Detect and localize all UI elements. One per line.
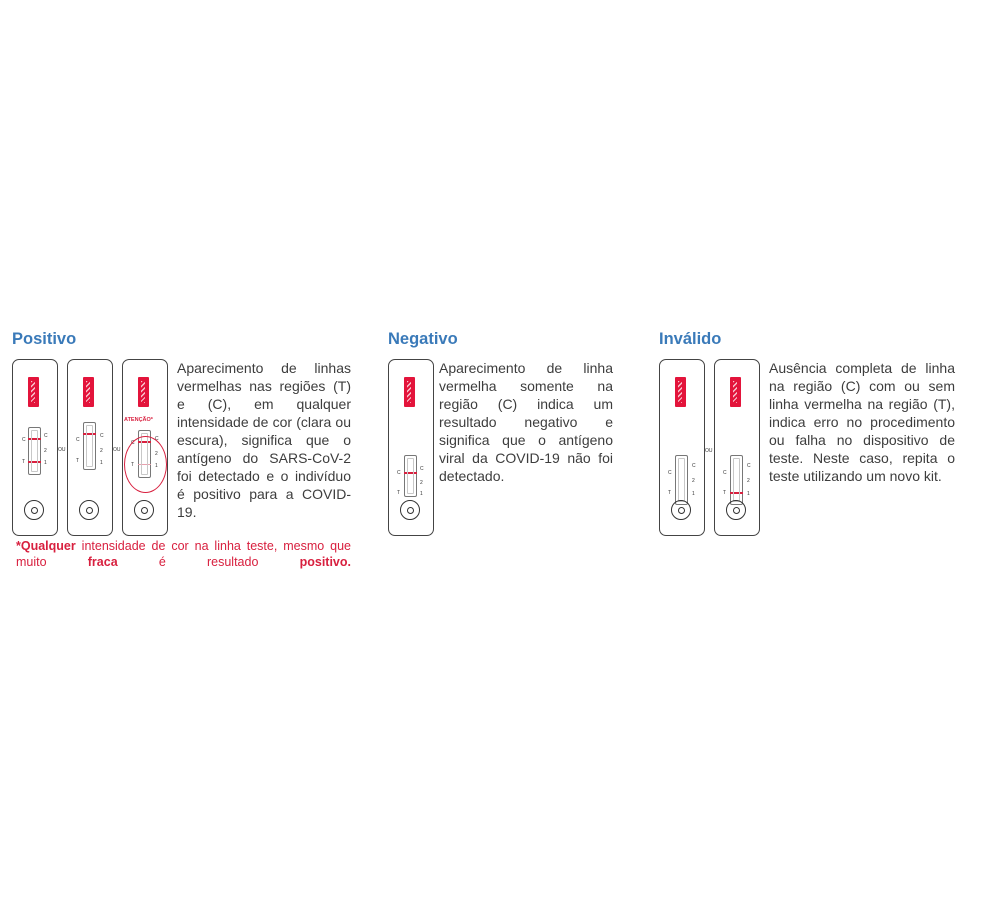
note-asterisk: *: [16, 539, 21, 553]
title-negativo: Negativo: [388, 330, 458, 348]
label-t-left: T: [76, 458, 80, 464]
ou-label-1: OU: [58, 447, 66, 453]
label-t-left: T: [668, 490, 672, 496]
description-positivo: Aparecimento de linhas vermelhas nas regiões (T) e (C), em qualquer intensidade de cor (clara ou escura), significa que o antígeno do SARS-CoV-2 foi detectado e o indivíduo é positivo para a COVID-19.: [177, 360, 351, 520]
label-c-left: C: [723, 470, 727, 476]
sample-well: [671, 500, 691, 520]
label-1: 1: [155, 463, 158, 469]
label-1: 1: [420, 491, 423, 497]
label-c-right: C: [155, 436, 159, 442]
control-line: [83, 433, 96, 435]
result-window: [675, 455, 688, 505]
label-c-left: C: [397, 470, 401, 476]
label-t-left: T: [397, 490, 401, 496]
label-c-left: C: [668, 470, 672, 476]
note-text-2: é resultado: [117, 555, 300, 569]
title-invalido: Inválido: [659, 330, 722, 348]
note-text-1: intensidade de cor na linha teste, mesmo que muito: [16, 539, 351, 569]
ou-label-2: OU: [113, 447, 121, 453]
test-device-positive-1: [12, 359, 58, 536]
label-c-right: C: [44, 433, 48, 439]
label-c-left: C: [131, 440, 135, 446]
label-2: 2: [420, 480, 423, 486]
result-window: [28, 427, 41, 475]
atencao-label: ATENÇÃO*: [124, 417, 153, 423]
label-2: 2: [100, 448, 103, 454]
label-c-right: C: [100, 433, 104, 439]
ou-label-3: OU: [705, 448, 713, 454]
note-bold-qualquer: Qualquer: [20, 539, 76, 553]
control-line: [28, 438, 41, 440]
label-1: 1: [692, 491, 695, 497]
note-qualquer-intensidade: [16, 538, 351, 570]
sample-pad: [28, 377, 39, 407]
sample-pad: [138, 377, 149, 407]
result-window: [83, 422, 96, 470]
label-c-right: C: [747, 463, 751, 469]
test-line: [730, 492, 743, 494]
sample-pad: [730, 377, 741, 407]
attention-circle: [124, 436, 167, 493]
label-1: 1: [44, 460, 47, 466]
result-window: [730, 455, 743, 505]
control-line: [404, 472, 417, 474]
test-device-invalid-2: [714, 359, 760, 536]
label-c-left: C: [22, 437, 26, 443]
label-c-right: C: [692, 463, 696, 469]
label-2: 2: [747, 478, 750, 484]
sample-well: [24, 500, 44, 520]
description-invalido: Ausência completa de linha na região (C) com ou sem linha vermelha na região (T), indica erro no procedimento ou falha no dispositivo de teste. Neste caso, repita o teste utilizando um novo kit.: [769, 360, 955, 484]
test-line: [28, 461, 41, 463]
label-1: 1: [100, 460, 103, 466]
label-c-right: C: [420, 466, 424, 472]
description-negativo: Aparecimento de linha vermelha somente na região (C) indica um resultado negativo e significa que o antígeno viral da COVID-19 não foi detectado.: [439, 360, 613, 484]
test-device-negative: [388, 359, 434, 536]
label-1: 1: [747, 491, 750, 497]
title-positivo: Positivo: [12, 330, 77, 348]
label-2: 2: [692, 478, 695, 484]
sample-well: [134, 500, 154, 520]
sample-well: [79, 500, 99, 520]
note-bold-positivo: positivo.: [299, 555, 351, 569]
sample-pad: [675, 377, 686, 407]
sample-well: [726, 500, 746, 520]
label-t-left: T: [723, 490, 727, 496]
test-device-positive-3: [122, 359, 168, 536]
sample-pad: [404, 377, 415, 407]
note-bold-fraca: fraca: [87, 555, 118, 569]
sample-pad: [83, 377, 94, 407]
label-t-left: T: [22, 459, 26, 465]
result-window: [404, 455, 417, 497]
label-c-left: C: [76, 437, 80, 443]
label-2: 2: [44, 448, 47, 454]
label-2: 2: [155, 451, 158, 457]
test-device-positive-2: [67, 359, 113, 536]
test-device-invalid-1: [659, 359, 705, 536]
label-t-left: T: [131, 462, 135, 468]
sample-well: [400, 500, 420, 520]
